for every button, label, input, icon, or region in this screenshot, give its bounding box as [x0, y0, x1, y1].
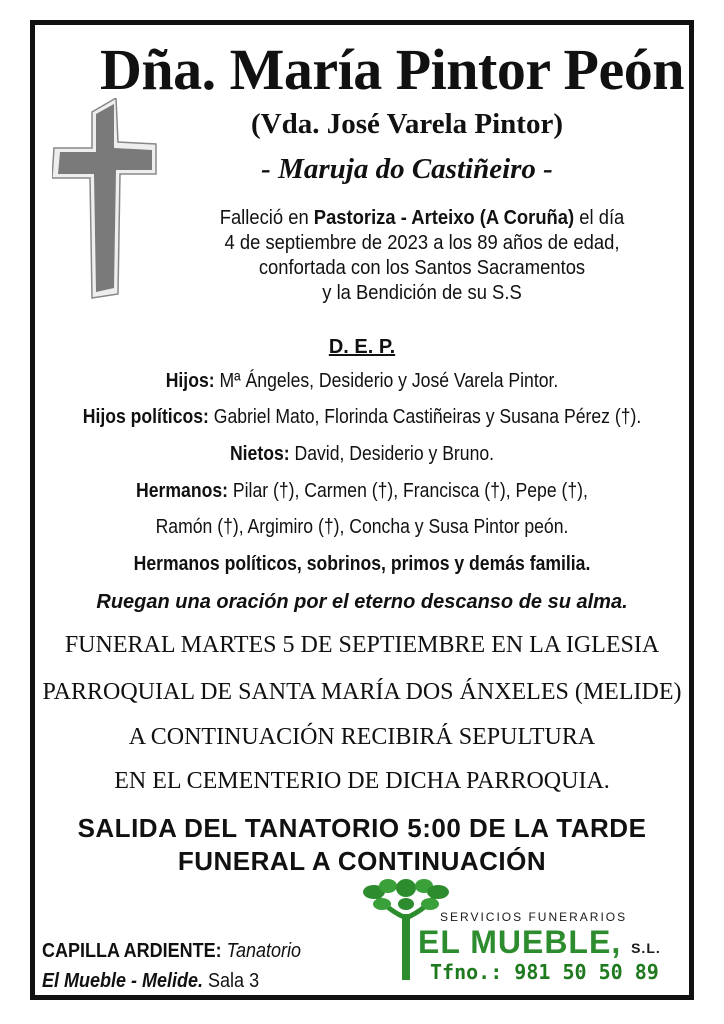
funeral-home-logo	[362, 878, 682, 988]
funeral-line: EN EL CEMENTERIO DE DICHA PARROQUIA.	[114, 768, 610, 794]
death-details	[144, 206, 700, 306]
deceased-name: Dña. María Pintor Peón	[100, 37, 684, 102]
chapel-room: Sala 3	[208, 970, 260, 992]
phone-number: Tfno.: 981 50 50 89	[430, 960, 659, 984]
widow-of: (Vda. José Varela Pintor)	[250, 108, 563, 140]
nickname: - Maruja do Castiñeiro -	[261, 153, 553, 185]
departure-line: SALIDA DEL TANATORIO 5:00 DE LA TARDE	[77, 813, 647, 843]
chapel-place-2: El Mueble - Melide.	[42, 970, 204, 992]
funeral-line: PARROQUIAL DE SANTA MARÍA DOS ÁNXELES (MELIDE)	[42, 679, 682, 705]
family-line: Nietos: David, Desiderio y Bruno.	[229, 443, 495, 465]
family-line: Ramón (†), Argimiro (†), Concha y Susa Pintor peón.	[155, 516, 569, 538]
logo-name: EL MUEBLE, S.L.	[418, 924, 661, 960]
dep-label: D. E. P.	[328, 336, 396, 358]
death-line: confortada con los Santos Sacramentos	[258, 257, 586, 279]
family-line: Hermanos: Pilar (†), Carmen (†), Francisca (†), Pepe (†),	[136, 480, 588, 502]
death-line: y la Bendición de su S.S	[322, 282, 522, 304]
departure-line: FUNERAL A CONTINUACIÓN	[177, 846, 547, 876]
prayer-request: Ruegan una oración por el eterno descanso de su alma.	[96, 591, 628, 613]
funeral-line: FUNERAL MARTES 5 DE SEPTIEMBRE EN LA IGLESIA	[64, 632, 660, 658]
chapel-label: CAPILLA ARDIENTE:	[42, 940, 222, 962]
funeral-line: A CONTINUACIÓN RECIBIRÁ SEPULTURA	[128, 724, 596, 750]
chapel-info	[42, 936, 301, 996]
family-line: Hijos: Mª Ángeles, Desiderio y José Varela Pintor.	[165, 370, 559, 392]
chapel-place: Tanatorio	[226, 940, 302, 962]
logo-services-text: SERVICIOS FUNERARIOS	[440, 910, 628, 924]
family-line: Hijos políticos: Gabriel Mato, Florinda Castiñeiras y Susana Pérez (†).	[82, 406, 642, 428]
death-line: 4 de septiembre de 2023 a los 89 años de edad,	[224, 232, 620, 254]
extended-family: Hermanos políticos, sobrinos, primos y demás familia.	[133, 553, 591, 575]
death-line: Falleció en Pastoriza - Arteixo (A Coruña) el día	[219, 207, 625, 229]
